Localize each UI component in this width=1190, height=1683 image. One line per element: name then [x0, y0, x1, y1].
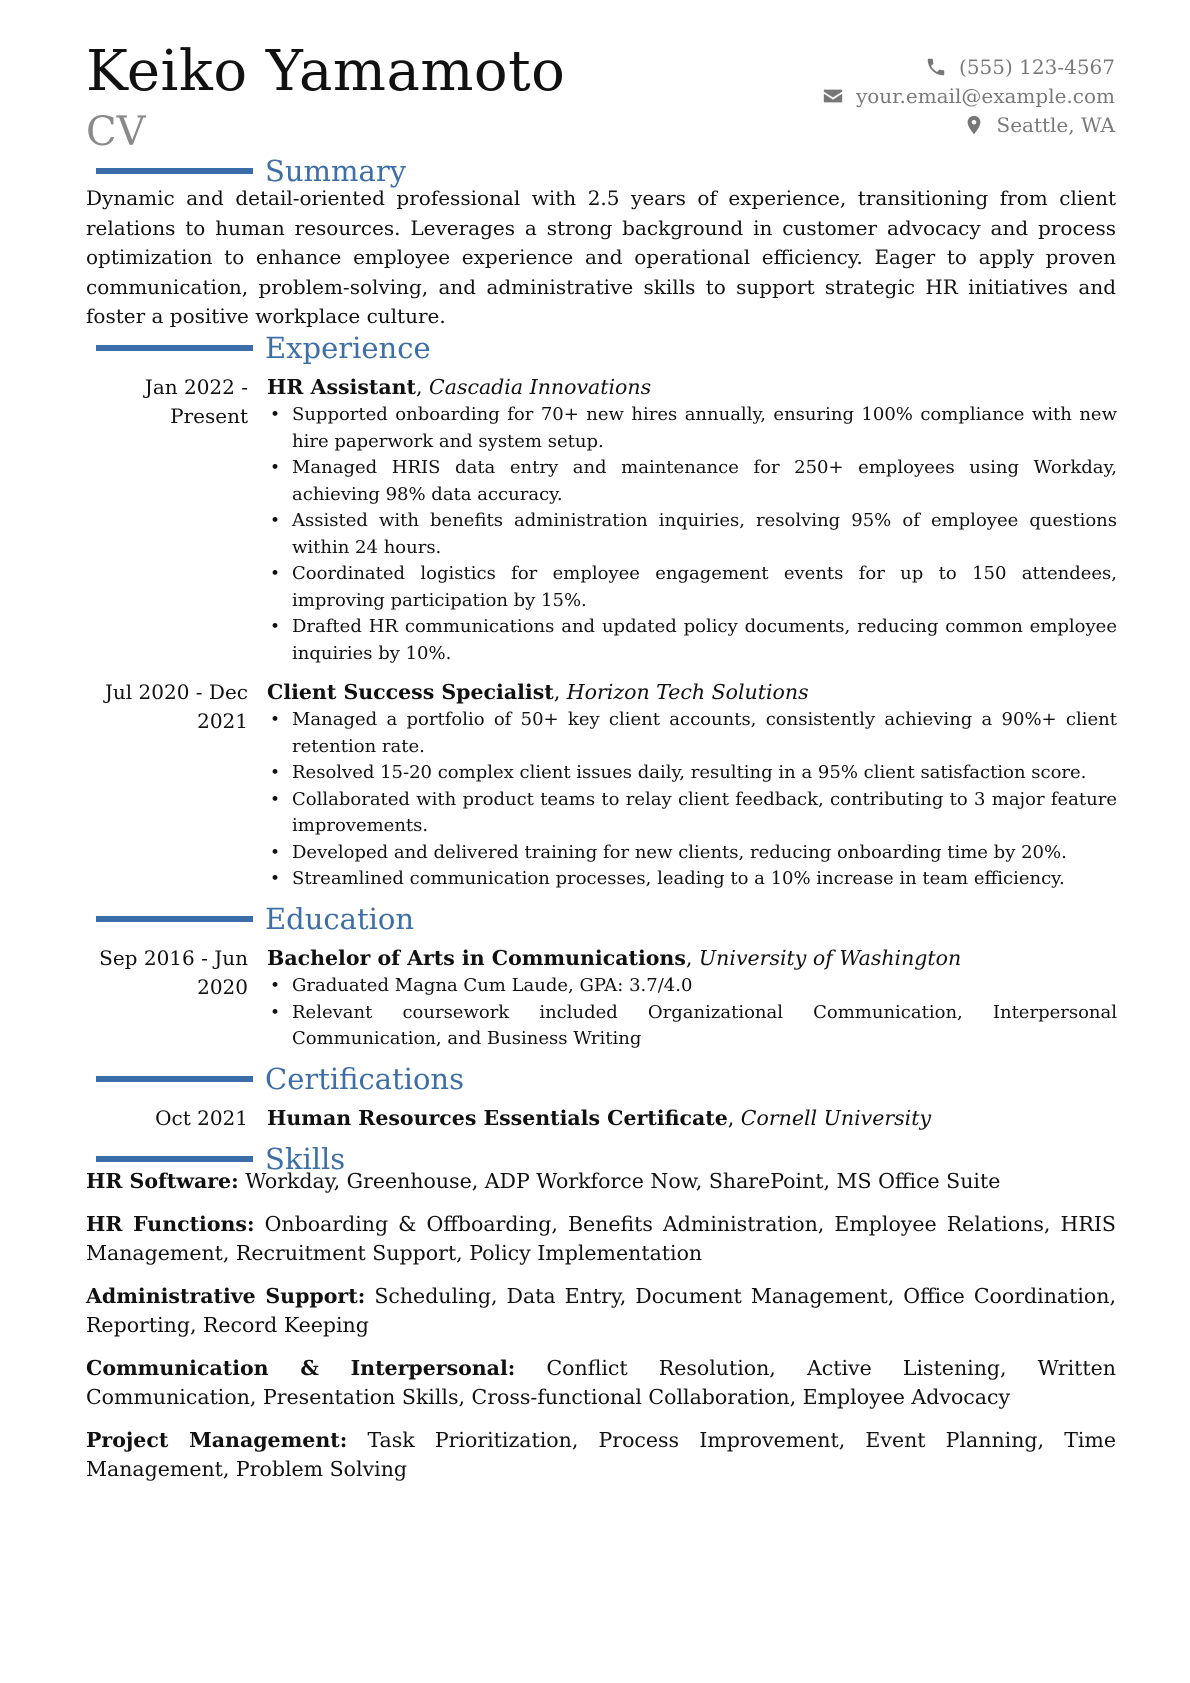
entry-date: Oct 2021 — [155, 1106, 248, 1130]
bullet-list — [267, 402, 1117, 667]
bullet-list — [267, 707, 1117, 893]
section-rule — [96, 345, 253, 351]
skill-text: Onboarding & Offboarding, Benefits Administration, Employee Relations, HRIS Management, Recruitment Support, Policy Implementation — [86, 1211, 1116, 1265]
skill-group — [86, 1354, 1116, 1413]
issuer: Cornell University — [740, 1106, 932, 1130]
location-text: Seattle, WA — [996, 112, 1115, 137]
section-title: Skills — [265, 1142, 346, 1176]
bullet-item: • Relevant coursework included Organizational Communication, Interpersonal Communication, and Business Writing — [267, 1000, 1117, 1053]
envelope-icon — [822, 85, 844, 107]
contact-block — [822, 52, 1115, 139]
bullet-item: • Resolved 15-20 complex client issues daily, resulting in a 95% client satisfaction score. — [267, 760, 1117, 787]
phone-text[interactable]: (555) 123-4567 — [959, 54, 1115, 79]
entry-body — [267, 944, 1117, 1053]
contact-email — [822, 81, 1115, 110]
skill-label: HR Functions: — [86, 1211, 255, 1236]
contact-phone — [822, 52, 1115, 81]
skill-text: Conflict Resolution, Active Listening, Written Communication, Presentation Skills, Cross-functional Collaboration, Employee Advocacy — [86, 1355, 1116, 1409]
institution: University of Washington — [698, 946, 962, 970]
entry-title: Bachelor of Arts in Communications, University of Washington — [267, 946, 962, 970]
skill-label: HR Software: — [86, 1169, 239, 1193]
skills-list — [86, 1167, 1116, 1498]
skill-group — [86, 1167, 1116, 1197]
section-heading-certifications — [96, 1062, 464, 1096]
employer: Cascadia Innovations — [429, 375, 652, 399]
skill-text: Workday, Greenhouse, ADP Workforce Now, SharePoint, MS Office Suite — [245, 1169, 1001, 1193]
document-type: CV — [86, 109, 146, 155]
job-title: Client Success Specialist — [267, 680, 554, 704]
bullet-item: • Coordinated logistics for employee engagement events for up to 150 attendees, improving participation by 15%. — [267, 561, 1117, 614]
bullet-item: • Graduated Magna Cum Laude, GPA: 3.7/4.0 — [267, 973, 1117, 1000]
skill-group — [86, 1282, 1116, 1341]
entry-title: HR Assistant, Cascadia Innovations — [267, 375, 652, 399]
bullet-item: • Supported onboarding for 70+ new hires annually, ensuring 100% compliance with new hire paperwork and system setup. — [267, 402, 1117, 455]
bullet-item: • Managed HRIS data entry and maintenance for 250+ employees using Workday, achieving 98% data accuracy. — [267, 455, 1117, 508]
entry-date: Jan 2022 - Present — [144, 375, 248, 428]
skill-label: Administrative Support: — [86, 1283, 366, 1308]
map-pin-icon — [963, 114, 985, 136]
phone-icon — [925, 56, 947, 78]
entry-date: Sep 2016 - Jun 2020 — [99, 946, 248, 999]
bullet-item: • Managed a portfolio of 50+ key client accounts, consistently achieving a 90%+ client retention rate. — [267, 707, 1117, 760]
skill-label: Communication & Interpersonal: — [86, 1355, 516, 1380]
section-title: Education — [265, 902, 415, 936]
bullet-item: • Collaborated with product teams to relay client feedback, contributing to 3 major feature improvements. — [267, 787, 1117, 840]
skill-text: Scheduling, Data Entry, Document Management, Office Coordination, Reporting, Record Keeping — [86, 1283, 1116, 1337]
degree-title: Bachelor of Arts in Communications — [267, 946, 686, 970]
contact-location — [822, 110, 1115, 139]
bullet-item: • Assisted with benefits administration inquiries, resolving 95% of employee questions within 24 hours. — [267, 508, 1117, 561]
skill-text: Task Prioritization, Process Improvement, Event Planning, Time Management, Problem Solving — [86, 1427, 1116, 1481]
entry-date: Jul 2020 - Dec 2021 — [104, 680, 248, 733]
summary-text: Dynamic and detail-oriented professional with 2.5 years of experience, transitioning from client relations to human resources. Leverages a strong background in customer advocacy and process optimization to enhance employee experience and operational efficiency. Eager to apply proven communication, problem-solving, and administrative skills to support strategic HR initiatives and foster a positive workplace culture. — [86, 186, 1116, 328]
section-rule — [96, 168, 253, 174]
skill-group — [86, 1210, 1116, 1269]
section-heading-experience — [96, 331, 431, 365]
skill-group — [86, 1426, 1116, 1485]
section-rule — [96, 1156, 253, 1162]
employer: Horizon Tech Solutions — [566, 680, 809, 704]
entry-title: Human Resources Essentials Certificate, Cornell University — [267, 1106, 932, 1130]
certificate-title: Human Resources Essentials Certificate — [267, 1106, 728, 1130]
skill-label: Project Management: — [86, 1427, 348, 1452]
section-rule — [96, 916, 253, 922]
bullet-item: • Drafted HR communications and updated policy documents, reducing common employee inquiries by 10%. — [267, 614, 1117, 667]
entry-title: Client Success Specialist, Horizon Tech Solutions — [267, 680, 809, 704]
entry-body — [267, 1104, 1117, 1133]
job-title: HR Assistant — [267, 375, 416, 399]
section-heading-summary — [96, 154, 406, 188]
section-title: Certifications — [265, 1062, 464, 1096]
section-title: Summary — [265, 154, 407, 188]
bullet-item: • Developed and delivered training for new clients, reducing onboarding time by 20%. — [267, 840, 1117, 867]
section-title: Experience — [265, 331, 431, 365]
bullet-list — [267, 973, 1117, 1053]
section-heading-education — [96, 902, 414, 936]
bullet-item: • Streamlined communication processes, leading to a 10% increase in team efficiency. — [267, 866, 1117, 893]
entry-body — [267, 678, 1117, 893]
section-rule — [96, 1076, 253, 1082]
email-text[interactable]: your.email@example.com — [855, 83, 1115, 108]
candidate-name: Keiko Yamamoto — [86, 39, 566, 104]
entry-body — [267, 373, 1117, 667]
